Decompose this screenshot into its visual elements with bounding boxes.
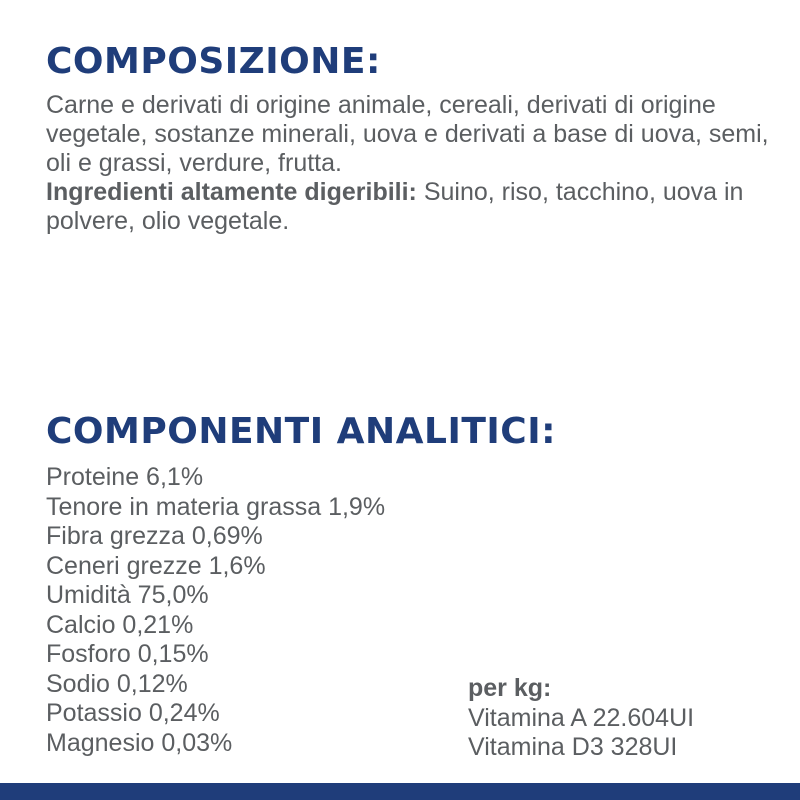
- composition-text: Carne e derivati di origine animale, cereali, derivati di origine vegetale, sostanze minerali, uova e derivati a base di uova, semi, oli e grassi, verdure, frutta.: [46, 91, 769, 177]
- composition-paragraph: [46, 91, 776, 236]
- composition-heading: COMPOSIZIONE:: [46, 41, 381, 82]
- analytics-item-calcium: Calcio 0,21%: [46, 610, 194, 639]
- bottom-bar: [0, 783, 800, 800]
- analytics-list: [46, 463, 385, 758]
- analytics-heading: COMPONENTI ANALITICI:: [46, 411, 557, 452]
- analytics-item-moisture: Umidità 75,0%: [46, 581, 209, 609]
- per-kg-block: [468, 674, 694, 763]
- analytics-item-fiber: Fibra grezza 0,69%: [46, 522, 263, 550]
- analytics-item-ash: Ceneri grezze 1,6%: [46, 551, 266, 580]
- analytics-item-protein: Proteine 6,1%: [46, 463, 204, 491]
- digestible-ingredients-label: Ingredienti altamente digeribili:: [46, 178, 417, 206]
- analytics-item-magnesium: Magnesio 0,03%: [46, 728, 233, 757]
- per-kg-title: per kg:: [468, 674, 552, 702]
- analytics-item-potassium: Potassio 0,24%: [46, 699, 220, 727]
- digestible-ingredients-text: Suino, riso, tacchino, uova in polvere, olio vegetale.: [46, 178, 744, 235]
- analytics-item-phosphorus: Fosforo 0,15%: [46, 640, 209, 668]
- vitamin-a: Vitamina A 22.604UI: [468, 703, 695, 732]
- analytics-item-fat: Tenore in materia grassa 1,9%: [46, 492, 386, 521]
- analytics-item-sodium: Sodio 0,12%: [46, 669, 188, 698]
- vitamin-d3: Vitamina D3 328UI: [468, 733, 678, 761]
